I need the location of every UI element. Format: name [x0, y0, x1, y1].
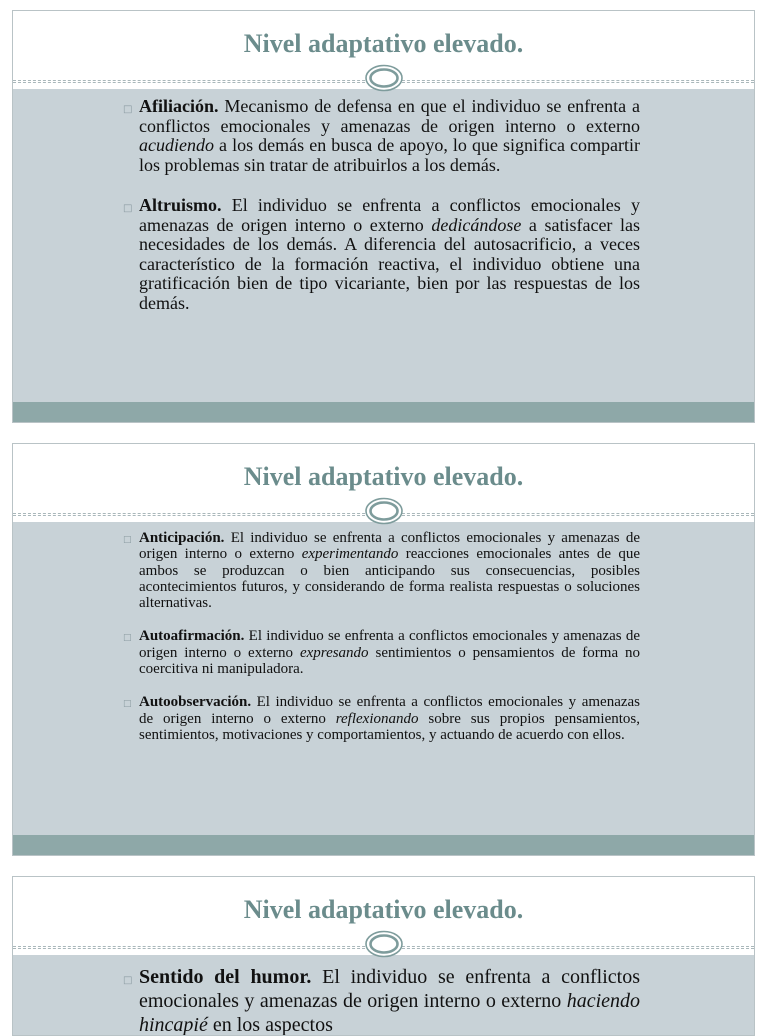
bullet-item — [123, 965, 640, 1036]
circle-ornament-icon — [365, 497, 403, 525]
term-label: Altruismo. — [139, 195, 222, 215]
slide-2 — [12, 443, 755, 856]
definition-text: El individuo se enfrenta a conflictos emocionales y amenazas de origen interno o externo — [139, 966, 641, 1012]
definition-text: Mecanismo de defensa en que el individuo se enfrenta a conflictos emocionales y amenazas de origen interno o externo — [139, 96, 640, 136]
definition-text: El individuo se enfrenta a conflictos emocionales y amenazas de origen interno o externo — [139, 628, 640, 661]
bullet-list — [123, 530, 640, 760]
square-bullet-icon: □ — [123, 975, 133, 986]
footer-band — [13, 835, 754, 855]
definition-verb: reflexionando — [335, 710, 419, 727]
bullet-item — [123, 196, 640, 313]
definition-verb: dedicándose — [431, 214, 522, 235]
bullet-item — [123, 694, 640, 743]
circle-ornament-icon — [365, 930, 403, 958]
square-bullet-icon: □ — [123, 535, 132, 545]
definition-text: El individuo se enfrenta a conflictos emocionales y amenazas de origen interno o externo — [139, 195, 640, 235]
definition-text: a satisfacer las necesidades de los demás. A diferencia del autosacrificio, a veces característico de la formación reactiva, el individuo obtiene una gratificación bien de tipo vicariante, bien por las respuestas de los demás. — [139, 214, 640, 313]
definition-verb: expresando — [299, 644, 369, 661]
circle-ornament-icon — [365, 64, 403, 92]
definition-text: en los aspectos — [212, 1014, 333, 1036]
slide-title: Nivel adaptativo elevado. — [243, 462, 524, 491]
definition-text: sentimientos o pensamientos de forma no coercitiva ni manipuladora. — [139, 644, 641, 678]
slide-body — [13, 522, 754, 835]
square-bullet-icon: □ — [123, 104, 133, 115]
term-label: Sentido del humor. — [139, 966, 312, 988]
slide-body — [13, 89, 754, 402]
square-bullet-icon: □ — [123, 699, 132, 710]
term-label: Autoobservación. — [139, 694, 252, 711]
definition-verb: experimentando — [301, 546, 399, 563]
term-label: Anticipación. — [139, 530, 225, 546]
slide-title: Nivel adaptativo elevado. — [243, 29, 524, 58]
slide-1 — [12, 10, 755, 423]
square-bullet-icon: □ — [123, 633, 132, 644]
bullet-item — [123, 530, 640, 611]
definition-text: sobre sus propios pensamientos, sentimientos, motivaciones y comportamientos, y actuando de acuerdo con ellos. — [139, 710, 640, 743]
square-bullet-icon: □ — [123, 203, 133, 214]
slide-title: Nivel adaptativo elevado. — [243, 895, 524, 924]
term-label: Afiliación. — [139, 96, 219, 116]
bullet-item — [123, 97, 640, 175]
slide-body — [13, 955, 754, 1035]
term-label: Autoafirmación. — [139, 628, 245, 645]
definition-verb: acudiendo — [139, 135, 214, 155]
bullet-list — [123, 97, 640, 334]
definition-text: El individuo se enfrenta a conflictos emocionales y amenazas de origen interno o externo — [139, 530, 640, 563]
bullet-list — [123, 965, 640, 1036]
definition-text: a los demás en busca de apoyo, lo que significa compartir los problemas sin tratar de atribuirlos a los demás. — [139, 135, 641, 175]
definition-verb: haciendo hincapié — [139, 990, 641, 1036]
bullet-item — [123, 628, 640, 677]
definition-text: El individuo se enfrenta a conflictos emocionales y amenazas de origen interno o externo — [139, 694, 641, 727]
definition-text: reacciones emocionales antes de que ambos se produzcan o bien anticipando sus consecuencias, posibles acontecimientos futuros, y considerando de forma realista respuestas o soluciones alternativas. — [139, 546, 641, 612]
slide-3 — [12, 876, 755, 1036]
footer-band — [13, 402, 754, 422]
